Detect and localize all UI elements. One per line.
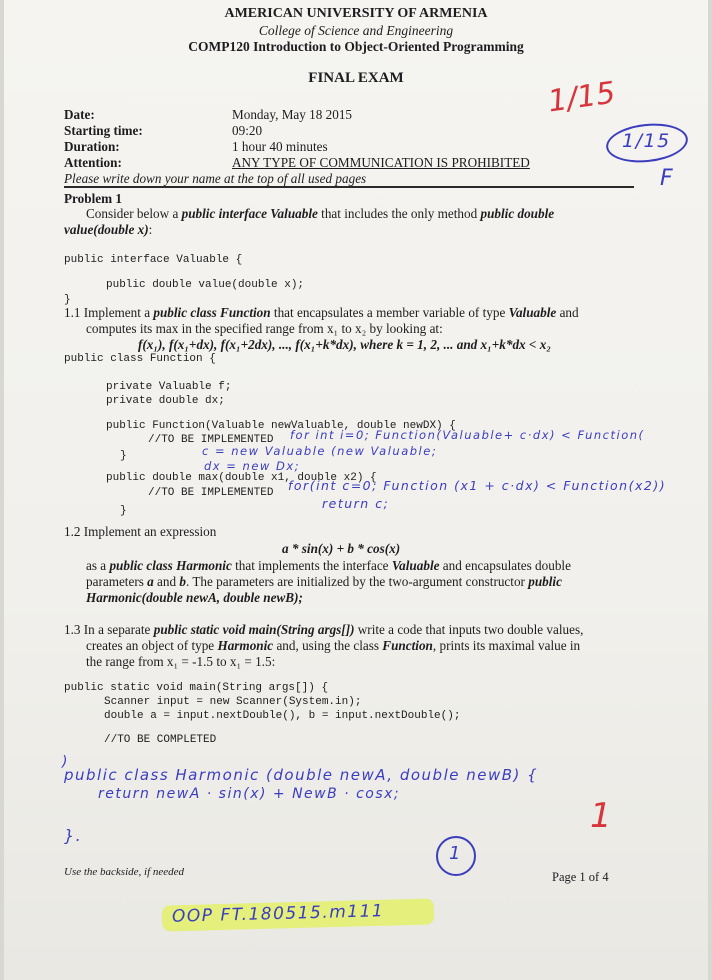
q11-text-line2: computes its max in the specified range from x₁ to x₂ by looking at: — [86, 321, 443, 336]
code-function-line9: } — [120, 505, 127, 517]
q13-text-line2: creates an object of type Harmonic and, using the class Function, prints its maximal value in — [86, 638, 581, 653]
q12-formula: a * sin(x) + b * cos(x) — [282, 541, 401, 556]
problem-intro-line2: value(double x): — [64, 222, 153, 237]
exam-tag: OOP FT.180515.m111 — [171, 901, 385, 927]
hw-main-line1: public class Harmonic (double newA, double newB) { — [64, 766, 539, 784]
code-function-line7: public double max(double x1, double x2) { — [106, 472, 377, 484]
code-interface-line1: public interface Valuable { — [64, 254, 243, 266]
hw-main-brace: }. — [64, 826, 83, 845]
duration-label: Duration: — [64, 139, 120, 154]
q11-formula: f(x₁), f(x₁+dx), f(x₁+2dx), ..., f(x₁+k*dx), where k = 1, 2, ... and x₁+k*dx < x₂ — [138, 337, 551, 352]
code-function-line4: public Function(Valuable newValuable, double newDX) { — [106, 420, 456, 432]
hw-main-line2: return newA · sin(x) + NewB · cosx; — [98, 786, 401, 802]
university-name: AMERICAN UNIVERSITY OF ARMENIA — [224, 6, 488, 21]
code-function-line5: //TO BE IMPLEMENTED — [148, 434, 274, 446]
date-value: Monday, May 18 2015 — [232, 107, 353, 122]
hw-main-paren: ) — [62, 754, 69, 770]
q12-text-line4: Harmonic(double newA, double newB); — [86, 590, 303, 605]
backside-note: Use the backside, if needed — [64, 866, 185, 878]
code-function-line1: public class Function { — [64, 353, 216, 365]
course-title: COMP120 Introduction to Object-Oriented Programming — [188, 39, 524, 54]
duration-value: 1 hour 40 minutes — [232, 139, 328, 154]
attention-value: ANY TYPE OF COMMUNICATION IS PROHIBITED — [232, 155, 530, 170]
code-function-line8: //TO BE IMPLEMENTED — [148, 487, 274, 499]
q12-text: 1.2 Implement an expression — [64, 524, 217, 539]
page-number: Page 1 of 4 — [552, 870, 609, 884]
code-function-line2: private Valuable f; — [106, 381, 232, 393]
code-function-line6: } — [120, 450, 127, 462]
q12-text-line2: as a public class Harmonic that implements the interface Valuable and encapsulates double — [86, 558, 571, 573]
score-bottom-circled: 1 — [449, 843, 462, 864]
code-main-line4: //TO BE COMPLETED — [104, 734, 217, 746]
start-value: 09:20 — [232, 123, 263, 138]
attention-label: Attention: — [64, 155, 122, 170]
q11-text: 1.1 Implement a public class Function that encapsulates a member variable of type Valuable and — [64, 305, 579, 320]
q12-text-line3: parameters a and b. The parameters are initialized by the two-argument constructor public — [86, 574, 562, 589]
code-main-line2: Scanner input = new Scanner(System.in); — [104, 696, 362, 708]
score-circled: 1/15 — [622, 130, 671, 152]
problem-intro: Consider below a public interface Valuable that includes the only method public double — [86, 206, 555, 221]
hw-ctor-line1: for int i=0; Function(Valuable+ c·dx) < Function( — [290, 428, 645, 442]
hw-max-line2: return c; — [322, 496, 390, 511]
code-main-line3: double a = input.nextDouble(), b = input.nextDouble(); — [104, 710, 461, 722]
start-label: Starting time: — [64, 123, 143, 138]
code-function-line3: private double dx; — [106, 395, 225, 407]
problem-title: Problem 1 — [64, 191, 122, 206]
q13-text: 1.3 In a separate public static void main(String args[]) write a code that inputs two double values, — [64, 622, 584, 637]
code-interface-line3: } — [64, 294, 71, 306]
exam-title: FINAL EXAM — [308, 70, 404, 86]
code-interface-line2: public double value(double x); — [106, 279, 305, 291]
hw-ctor-line3: dx = new Dx; — [204, 459, 301, 473]
hw-ctor-line2: c = new Valuable (new Valuable; — [202, 444, 438, 458]
letter-grade: F — [660, 166, 675, 191]
q13-text-line3: the range from x₁ = -1.5 to x₁ = 1.5: — [86, 654, 276, 669]
college-name: College of Science and Engineering — [258, 23, 454, 38]
score-top: 1/15 — [545, 75, 618, 120]
name-note: Please write down your name at the top of all used pages — [64, 171, 367, 186]
hw-max-line1: for(int c=0; Function (x1 + c·dx) < Function(x2)) — [288, 478, 667, 493]
score-right: 1 — [590, 796, 612, 836]
code-main-line1: public static void main(String args[]) { — [64, 682, 329, 694]
header-rule — [64, 186, 634, 188]
date-label: Date: — [64, 107, 95, 122]
